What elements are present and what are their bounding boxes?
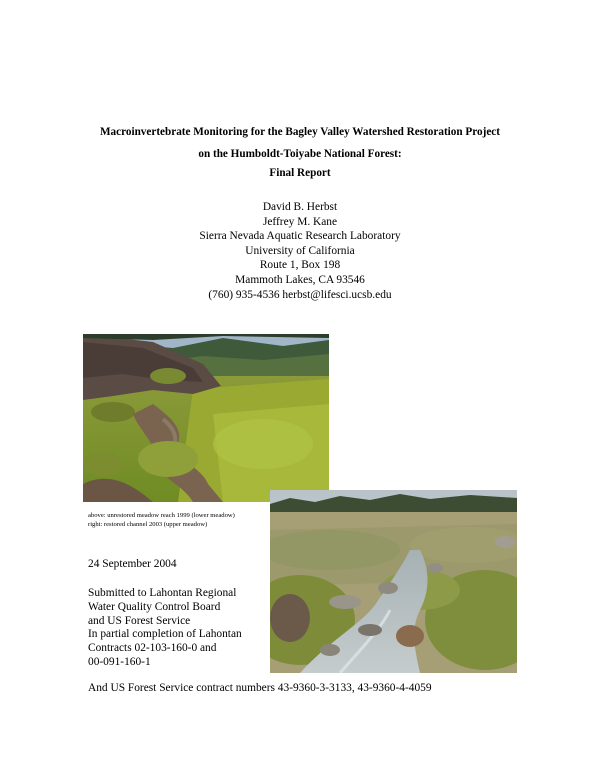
address-street: Route 1, Box 198	[259, 259, 341, 272]
caption-line-right: right: restored channel 2003 (upper meadow)	[88, 521, 208, 528]
affiliation-university: University of California	[245, 244, 355, 257]
submission-line: 00-091-160-1	[88, 655, 151, 668]
restored-channel-photo	[270, 490, 517, 673]
photo-caption	[88, 511, 235, 529]
submission-line: Water Quality Control Board	[88, 600, 221, 613]
author-name: David B. Herbst	[262, 201, 338, 213]
report-title-line-3: Final Report	[269, 167, 331, 179]
report-title-line-2: on the Humboldt-Toiyabe National Forest:	[198, 148, 402, 160]
submission-line: Contracts 02-103-160-0 and	[88, 642, 217, 655]
forest-service-contracts: And US Forest Service contract numbers 43-9360-3-3133, 43-9360-4-4059	[88, 682, 432, 694]
submission-line: Submitted to Lahontan Regional	[88, 587, 237, 599]
affiliation-lab: Sierra Nevada Aquatic Research Laboratory	[199, 230, 401, 243]
report-title-line-1: Macroinvertebrate Monitoring for the Bagley Valley Watershed Restoration Project	[100, 126, 500, 138]
author-block	[0, 200, 600, 302]
address-city: Mammoth Lakes, CA 93546	[235, 273, 365, 286]
unrestored-meadow-photo	[83, 334, 329, 502]
submission-line: and US Forest Service	[88, 614, 191, 627]
submission-block	[88, 587, 242, 670]
author-name: Jeffrey M. Kane	[262, 215, 338, 228]
contact-line: (760) 935-4536 herbst@lifesci.ucsb.edu	[208, 288, 392, 301]
submission-line: In partial completion of Lahontan	[88, 628, 242, 641]
caption-line-above: above: unrestored meadow reach 1999 (lower meadow)	[88, 512, 235, 519]
report-date: 24 September 2004	[88, 558, 177, 570]
